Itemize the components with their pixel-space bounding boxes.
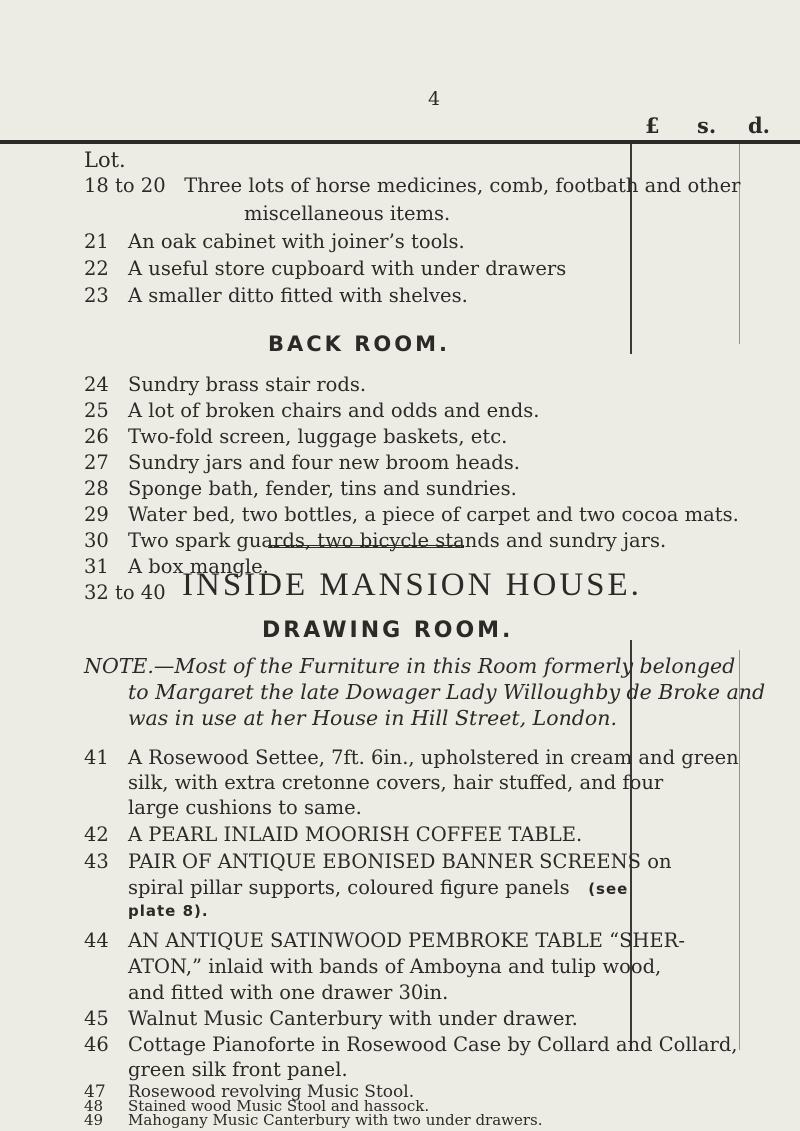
lot-description: A PEARL INLAID MOORISH COFFEE TABLE. [128, 823, 583, 846]
lot-row [84, 257, 566, 281]
lot-description: Cottage Pianoforte in Rosewood Case by Collard and Collard, [128, 1033, 738, 1056]
currency-shillings: s. [697, 113, 717, 138]
column-rule-right-lower [739, 650, 740, 1050]
lot-description-cont: and fitted with one drawer 30in. [128, 981, 449, 1004]
lot-description-cont: large cushions to same. [128, 796, 362, 819]
lot-number: 41 [84, 746, 109, 769]
lot-description: Mahogany Music Canterbury with two under drawers. [128, 1111, 543, 1129]
currency-pence: d. [748, 113, 770, 138]
lot-row [84, 746, 739, 770]
lot-number: 21 [84, 230, 109, 253]
lot-row [84, 230, 465, 254]
lot-description: Two spark guards, two bicycle stands and sundry jars. [128, 529, 667, 552]
lot-number: 26 [84, 425, 109, 448]
lot-number: 49 [84, 1111, 104, 1129]
note-line: NOTE.—Most of the Furniture in this Room formerly belonged [84, 654, 736, 678]
lot-number: 27 [84, 451, 109, 474]
lot-row [84, 425, 507, 449]
lot-number: 18 to 20 [84, 174, 166, 197]
lot-row [84, 174, 740, 198]
lot-row [84, 1007, 578, 1031]
lot-row [84, 451, 520, 475]
lot-number: 24 [84, 373, 109, 396]
lot-description-cont [128, 876, 628, 899]
lot-number: 29 [84, 503, 109, 526]
lot-row [84, 477, 517, 501]
lot-number: 22 [84, 257, 109, 280]
mansion-heading: INSIDE MANSION HOUSE. [182, 567, 642, 603]
section-divider [268, 545, 464, 548]
lot-number: 48 [84, 1097, 104, 1115]
lot-description: Walnut Music Canterbury with under drawer. [128, 1007, 578, 1030]
lot-description: Water bed, two bottles, a piece of carpet and two cocoa mats. [128, 503, 739, 526]
lot-description: A Rosewood Settee, 7ft. 6in., upholstered in cream and green [128, 746, 739, 769]
note-line: to Margaret the late Dowager Lady Willoughby de Broke and [128, 680, 766, 704]
lot-number: 28 [84, 477, 109, 500]
lot-description: Two-fold screen, luggage baskets, etc. [128, 425, 508, 448]
lot-number: 44 [84, 929, 109, 952]
lot-number: 30 [84, 529, 109, 552]
top-rule [0, 140, 800, 144]
lot-row [84, 581, 166, 605]
lot-row [84, 929, 685, 953]
lot-number: 25 [84, 399, 109, 422]
lot-row [84, 529, 666, 553]
lot-description: A smaller ditto fitted with shelves. [128, 284, 468, 307]
page-number: 4 [428, 88, 441, 110]
plate-reference: (see [588, 880, 629, 898]
lot-description: An oak cabinet with joiner’s tools. [128, 230, 465, 253]
lot-description: Sundry jars and four new broom heads. [128, 451, 520, 474]
lot-description-cont: miscellaneous items. [244, 202, 451, 225]
lot-description-cont: silk, with extra cretonne covers, hair stuffed, and four [128, 771, 664, 794]
lot-row [84, 1033, 738, 1057]
lot-number: 32 to 40 [84, 581, 166, 604]
lot-row [84, 373, 366, 397]
lot-number: 47 [84, 1082, 106, 1102]
lot-number: 42 [84, 823, 109, 846]
currency-pounds: £ [645, 113, 660, 138]
lot-description: Stained wood Music Stool and hassock. [128, 1097, 430, 1115]
plate-reference-cont: plate 8). [128, 902, 209, 920]
lot-row [84, 399, 539, 423]
lot-description: Three lots of horse medicines, comb, footbath and other [184, 174, 741, 197]
lot-number: 45 [84, 1007, 109, 1030]
lot-row [84, 850, 672, 874]
lot-row [84, 823, 582, 847]
lot-number: 31 [84, 555, 109, 578]
lot-description-text: spiral pillar supports, coloured figure panels [128, 876, 570, 899]
drawing-room-heading: DRAWING ROOM. [262, 618, 514, 643]
lot-description: Sponge bath, fender, tins and sundries. [128, 477, 517, 500]
lot-row [84, 1112, 543, 1128]
lot-description: A useful store cupboard with under drawers [128, 257, 567, 280]
lot-description: A lot of broken chairs and odds and ends. [128, 399, 540, 422]
lot-description: PAIR OF ANTIQUE EBONISED BANNER SCREENS on [128, 850, 672, 873]
lot-description: AN ANTIQUE SATINWOOD PEMBROKE TABLE “SHER- [128, 929, 685, 952]
lot-row [84, 503, 739, 527]
lot-number: 46 [84, 1033, 109, 1056]
note-line: was in use at her House in Hill Street, London. [128, 706, 617, 730]
lot-description-cont: green silk front panel. [128, 1058, 348, 1081]
lot-description: A box mangle. [128, 555, 269, 578]
lot-column-header: Lot. [84, 148, 126, 172]
lot-description-cont: ATON,” inlaid with bands of Amboyna and tulip wood, [128, 955, 662, 978]
lot-description: Rosewood revolving Music Stool. [128, 1082, 415, 1102]
back-room-heading: BACK ROOM. [268, 332, 451, 356]
lot-description: Sundry brass stair rods. [128, 373, 367, 396]
lot-number: 43 [84, 850, 109, 873]
lot-row [84, 284, 468, 308]
lot-number: 23 [84, 284, 109, 307]
